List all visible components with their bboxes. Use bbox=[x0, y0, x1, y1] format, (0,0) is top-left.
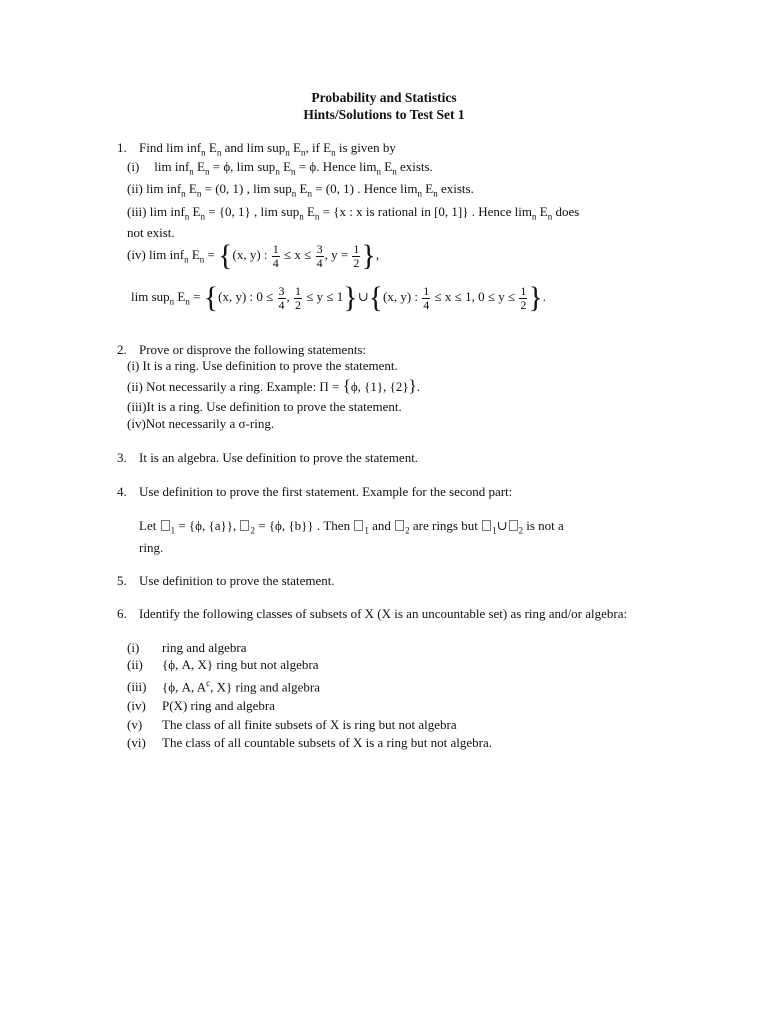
fraction: $\frac{3}{4}$ bbox=[316, 241, 323, 270]
fraction: $\frac{1}{4}$ bbox=[423, 283, 430, 312]
document-title: Probability and Statistics bbox=[311, 90, 457, 105]
fraction: $\frac{3}{4}$ bbox=[278, 283, 285, 312]
missing-glyph-icon bbox=[354, 520, 363, 531]
fraction: $\frac{1}{4}$ bbox=[272, 241, 279, 270]
answer-6-i: (i) ring and algebra bbox=[127, 640, 247, 655]
answer-6-iii: (iii) {ϕ, A, $A^c$, X} ring and algebra bbox=[127, 678, 320, 695]
fraction: $\frac{1}{2}$ bbox=[295, 283, 302, 312]
fraction: $\frac{1}{2}$ bbox=[353, 241, 360, 270]
answer-1-i: (i) lim inf$_n$ $E_n = \phi$, lim sup$_n$ $E_n = \phi$. Hence $\lim_n E_n$ exists. bbox=[127, 159, 433, 177]
answer-2-ii: (ii) Not necessarily a ring. Example: Π = {ϕ, {1}, {2}}. bbox=[127, 376, 421, 395]
answer-4-cont: ring. bbox=[139, 540, 164, 555]
missing-glyph-icon bbox=[482, 520, 491, 531]
answer-6-vi: (vi) The class of all countable subsets of X is a ring but not algebra. bbox=[127, 735, 492, 750]
question-prompt: Find lim inf$_n$ $E_n$ and lim sup$_n$ $E_n$, if $E_n$ is given by bbox=[139, 140, 396, 158]
answer-1-iv: (iv) lim inf$_n$ $E_n = \{(x$, y) : $\frac{1}{4}$ ≤ x ≤ $\frac{3}{4}$ , y = $\frac{1}{2}$ }, bbox=[127, 239, 380, 272]
answer-6-v: (v) The class of all finite subsets of X is ring but not algebra bbox=[127, 717, 457, 732]
question-6: 6. Identify the following classes of subsets of X (X is an uncountable set) as ring and/or algebra: bbox=[117, 606, 628, 621]
question-5: 5. Use definition to prove the statement. bbox=[117, 573, 335, 588]
answer-2-iii: (iii)It is a ring. Use definition to prove the statement. bbox=[127, 399, 402, 414]
answer-6-iv: (iv) P(X) ring and algebra bbox=[127, 698, 275, 713]
answer-1-ii: (ii) lim inf$_n$ $E_n = (0$, 1) , lim sup$_n$ $E_n = (0$, 1) . Hence $\lim_n E_n$ exists. bbox=[127, 181, 474, 199]
question-3: 3. It is an algebra. Use definition to prove the statement. bbox=[117, 450, 419, 465]
missing-glyph-icon bbox=[509, 520, 518, 531]
question-4: 4. Use definition to prove the first statement. Example for the second part: bbox=[117, 484, 513, 499]
question-1 bbox=[117, 139, 657, 159]
missing-glyph-icon bbox=[240, 520, 249, 531]
question-2: 2. Prove or disprove the following statements: bbox=[117, 342, 367, 357]
document-subtitle: Hints/Solutions to Test Set 1 bbox=[303, 107, 465, 122]
answer-1-iv-limsup: lim sup$_n$ $E_n = \{(x$, y) : 0 ≤ $\frac{3}{4}$ , $\frac{1}{2}$ ≤ y ≤ 1}∪{(x, y) : $\frac{1}{4}$ ≤ x ≤ 1, 0 ≤ y ≤ $\frac{1}{2}$ }. bbox=[131, 281, 546, 314]
answer-6-ii: (ii) {ϕ, A, X} ring but not algebra bbox=[127, 657, 319, 672]
question-number: 1. bbox=[117, 140, 127, 155]
fraction: $\frac{1}{2}$ bbox=[520, 283, 527, 312]
missing-glyph-icon bbox=[395, 520, 404, 531]
answer-1-iii: (iii) lim inf$_n$ $E_n = \{0$, 1} , lim sup$_n$ $E_n = \{x$ : x is rational in [0, 1]} . Hence $\lim_n E_n$ does bbox=[127, 204, 580, 222]
missing-glyph-icon bbox=[161, 520, 170, 531]
answer-2-i: (i) It is a ring. Use definition to prove the statement. bbox=[127, 358, 398, 373]
answer-1-iii-cont: not exist. bbox=[127, 225, 175, 240]
answer-4-example: Let $_1$ = {ϕ, {a}}, $_2$ = {ϕ, {b}} . Then $_1$ and $_2$ are rings but $_1$∪ $_2$ is not a bbox=[139, 518, 564, 536]
answer-2-iv: (iv)Not necessarily a σ-ring. bbox=[127, 416, 275, 431]
